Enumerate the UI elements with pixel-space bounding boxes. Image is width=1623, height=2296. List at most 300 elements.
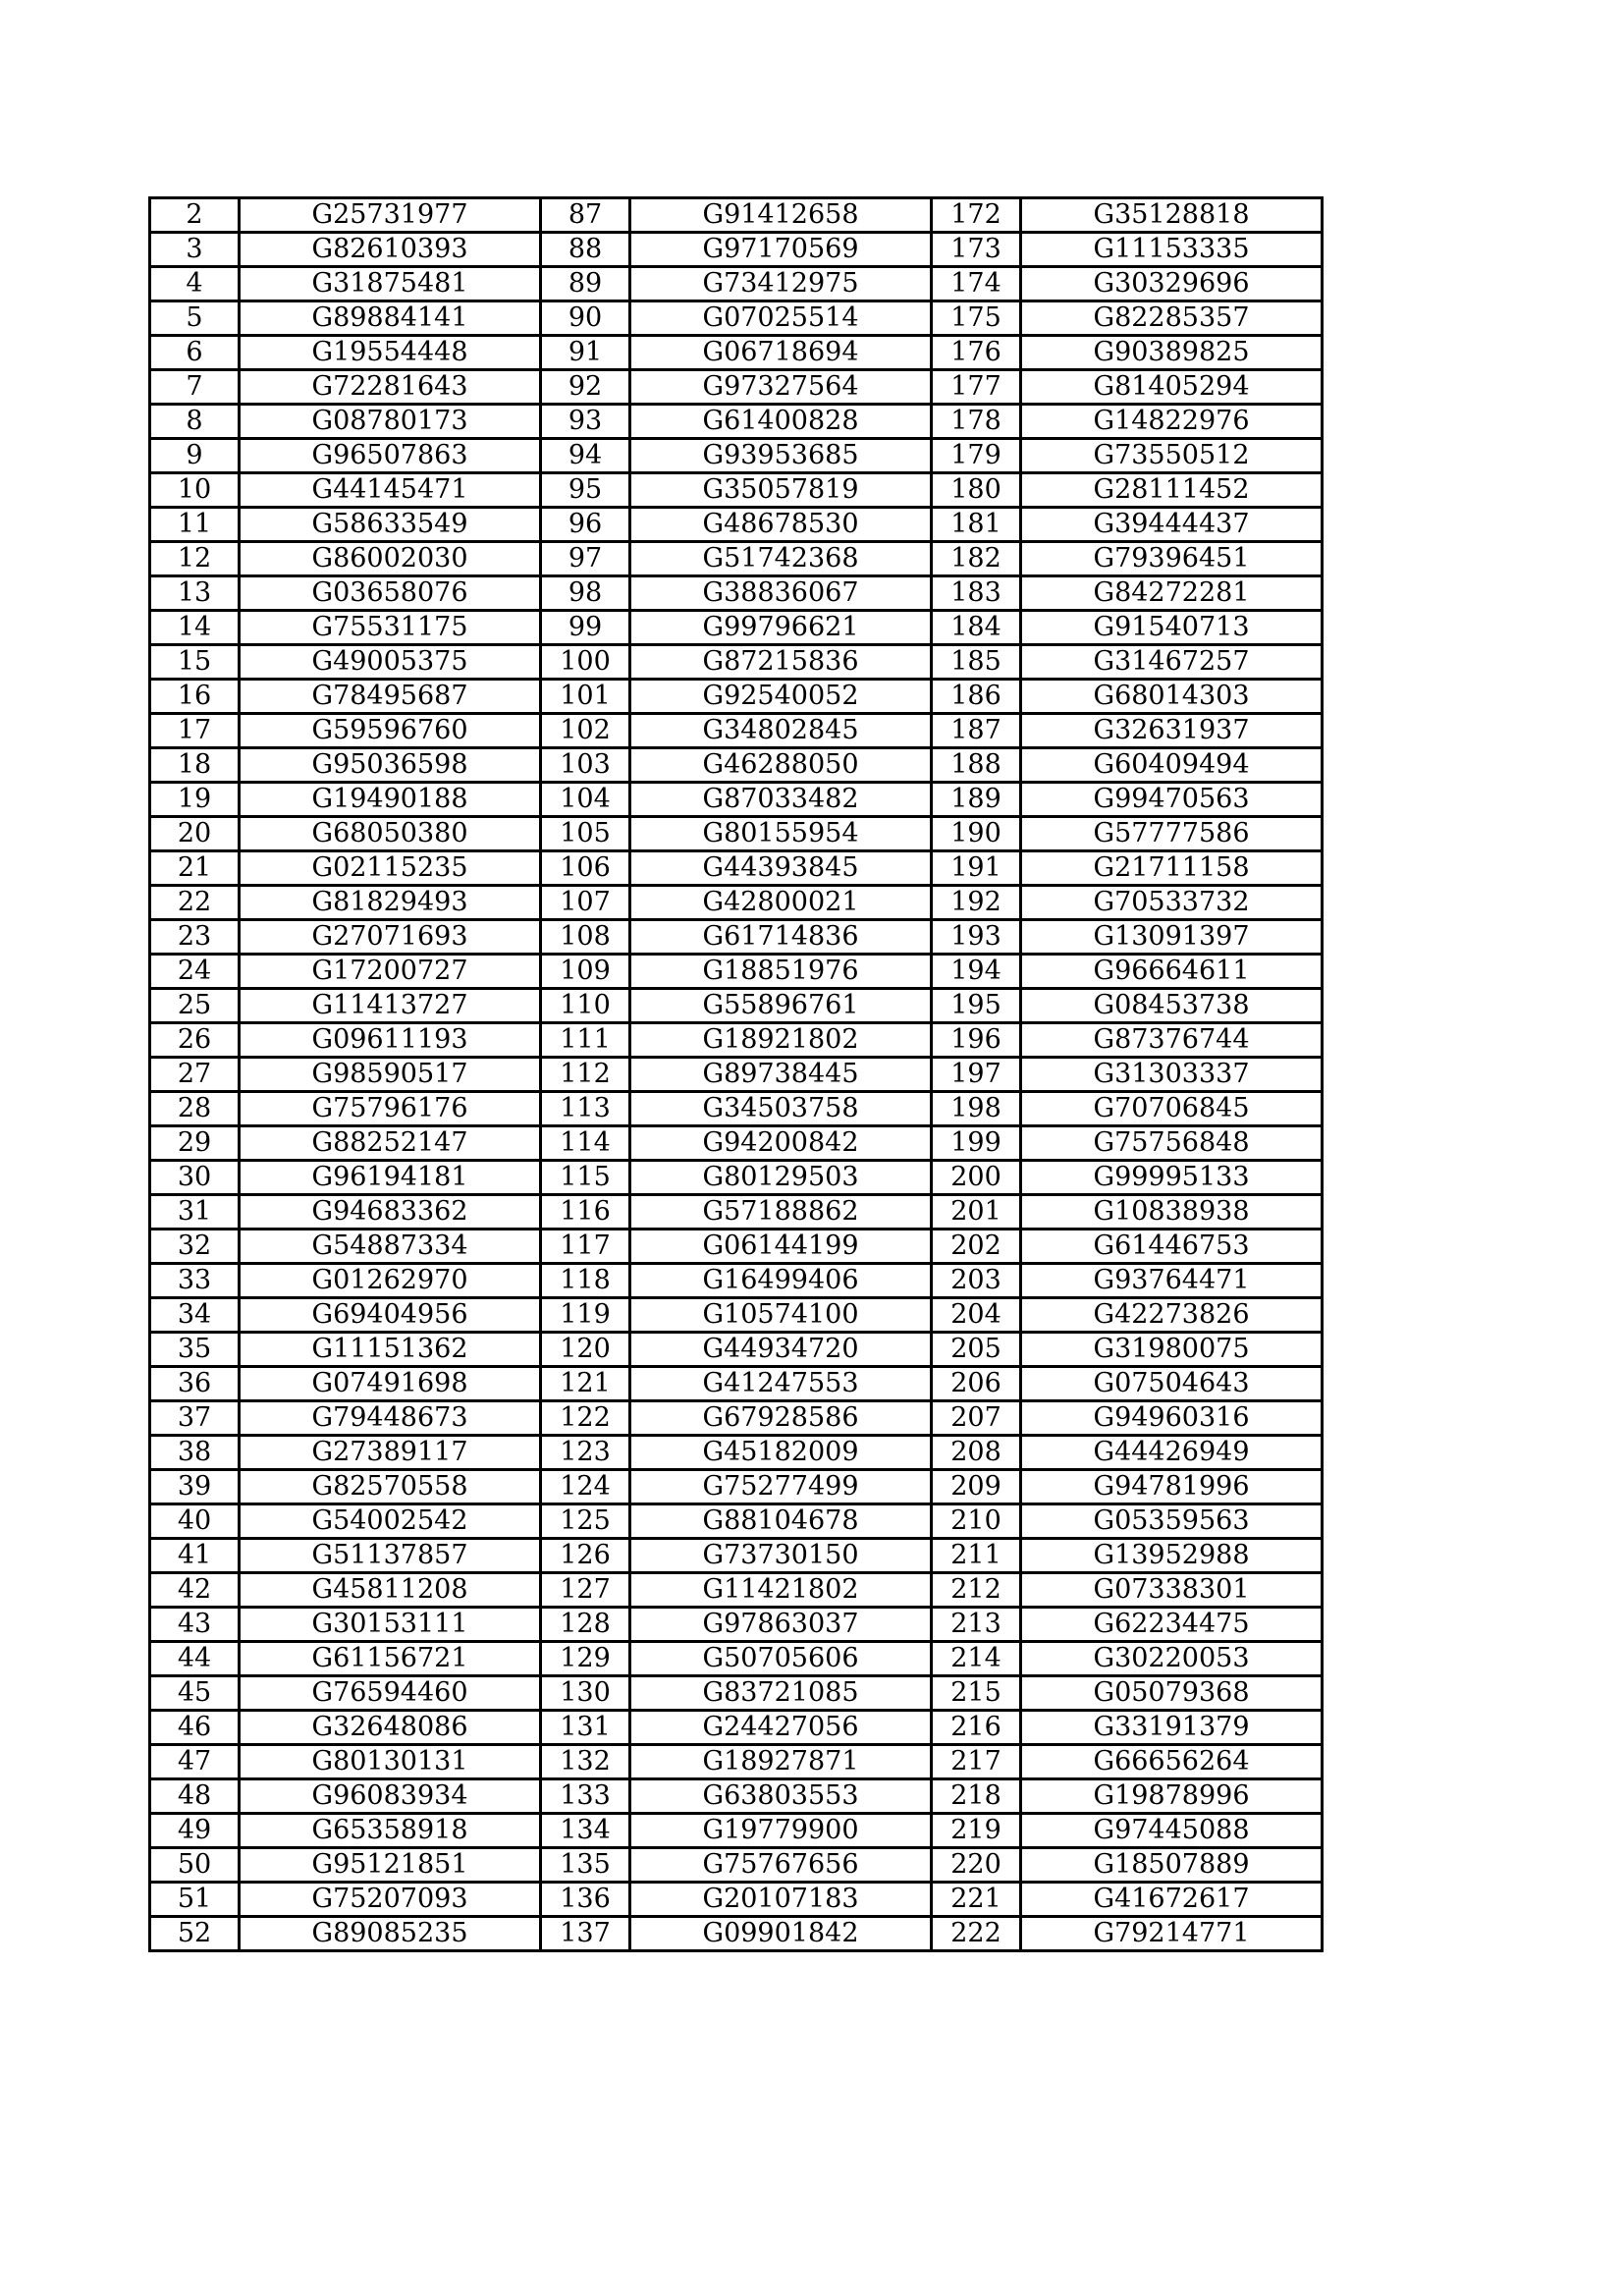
table-row: [150, 1642, 1323, 1676]
table-row: [150, 1608, 1323, 1642]
row-number-cell: 173: [932, 233, 1021, 267]
table-row: [150, 680, 1323, 714]
code-cell: G94200842: [630, 1126, 932, 1161]
code-cell: G54002542: [240, 1504, 541, 1539]
table-row: [150, 336, 1323, 370]
code-cell: G84272281: [1021, 576, 1323, 611]
code-cell: G95036598: [240, 748, 541, 783]
row-number-cell: 96: [541, 508, 630, 542]
row-number-cell: 213: [932, 1608, 1021, 1642]
code-cell: G79214771: [1021, 1917, 1323, 1951]
row-number-cell: 35: [150, 1333, 240, 1367]
code-cell: G91412658: [630, 198, 932, 233]
row-number-cell: 206: [932, 1367, 1021, 1401]
row-number-cell: 185: [932, 645, 1021, 680]
row-number-cell: 121: [541, 1367, 630, 1401]
table-row: [150, 1814, 1323, 1848]
row-number-cell: 45: [150, 1676, 240, 1711]
code-cell: G58633549: [240, 508, 541, 542]
row-number-cell: 2: [150, 198, 240, 233]
table-row: [150, 1711, 1323, 1745]
code-cell: G08453738: [1021, 989, 1323, 1023]
code-cell: G08780173: [240, 405, 541, 439]
code-cell: G70533732: [1021, 886, 1323, 920]
code-cell: G87215836: [630, 645, 932, 680]
row-number-cell: 176: [932, 336, 1021, 370]
code-cell: G31980075: [1021, 1333, 1323, 1367]
row-number-cell: 105: [541, 817, 630, 851]
row-number-cell: 102: [541, 714, 630, 748]
table-row: [150, 1161, 1323, 1195]
row-number-cell: 50: [150, 1848, 240, 1883]
table-row: [150, 1126, 1323, 1161]
code-cell: G18927871: [630, 1745, 932, 1779]
row-number-cell: 135: [541, 1848, 630, 1883]
table-row: [150, 1917, 1323, 1951]
row-number-cell: 193: [932, 920, 1021, 955]
code-cell: G54887334: [240, 1230, 541, 1264]
row-number-cell: 181: [932, 508, 1021, 542]
row-number-cell: 49: [150, 1814, 240, 1848]
code-cell: G44426949: [1021, 1436, 1323, 1470]
code-cell: G97445088: [1021, 1814, 1323, 1848]
row-number-cell: 104: [541, 783, 630, 817]
row-number-cell: 37: [150, 1401, 240, 1436]
code-cell: G06718694: [630, 336, 932, 370]
table-row: [150, 1436, 1323, 1470]
row-number-cell: 196: [932, 1023, 1021, 1058]
table-row: [150, 714, 1323, 748]
row-number-cell: 98: [541, 576, 630, 611]
row-number-cell: 192: [932, 886, 1021, 920]
row-number-cell: 42: [150, 1573, 240, 1608]
code-cell: G35057819: [630, 473, 932, 508]
row-number-cell: 177: [932, 370, 1021, 405]
code-cell: G75207093: [240, 1883, 541, 1917]
code-cell: G19490188: [240, 783, 541, 817]
code-cell: G09901842: [630, 1917, 932, 1951]
code-cell: G89738445: [630, 1058, 932, 1092]
code-cell: G80129503: [630, 1161, 932, 1195]
code-cell: G41672617: [1021, 1883, 1323, 1917]
code-cell: G46288050: [630, 748, 932, 783]
row-number-cell: 26: [150, 1023, 240, 1058]
row-number-cell: 115: [541, 1161, 630, 1195]
row-number-cell: 16: [150, 680, 240, 714]
row-number-cell: 106: [541, 851, 630, 886]
code-cell: G96083934: [240, 1779, 541, 1814]
row-number-cell: 211: [932, 1539, 1021, 1573]
row-number-cell: 137: [541, 1917, 630, 1951]
row-number-cell: 120: [541, 1333, 630, 1367]
code-cell: G27071693: [240, 920, 541, 955]
row-number-cell: 220: [932, 1848, 1021, 1883]
row-number-cell: 36: [150, 1367, 240, 1401]
table-row: [150, 1230, 1323, 1264]
row-number-cell: 116: [541, 1195, 630, 1230]
code-cell: G51137857: [240, 1539, 541, 1573]
code-cell: G19779900: [630, 1814, 932, 1848]
row-number-cell: 221: [932, 1883, 1021, 1917]
row-number-cell: 209: [932, 1470, 1021, 1504]
row-number-cell: 195: [932, 989, 1021, 1023]
table-row: [150, 1023, 1323, 1058]
table-row: [150, 748, 1323, 783]
code-cell: G61446753: [1021, 1230, 1323, 1264]
code-cell: G18851976: [630, 955, 932, 989]
code-cell: G07491698: [240, 1367, 541, 1401]
code-cell: G05359563: [1021, 1504, 1323, 1539]
code-cell: G75767656: [630, 1848, 932, 1883]
code-cell: G30329696: [1021, 267, 1323, 301]
code-cell: G24427056: [630, 1711, 932, 1745]
code-cell: G73730150: [630, 1539, 932, 1573]
code-cell: G94781996: [1021, 1470, 1323, 1504]
code-cell: G81405294: [1021, 370, 1323, 405]
table-row: [150, 198, 1323, 233]
table-row: [150, 1195, 1323, 1230]
code-cell: G82570558: [240, 1470, 541, 1504]
table-row: [150, 1676, 1323, 1711]
row-number-cell: 38: [150, 1436, 240, 1470]
table-row: [150, 576, 1323, 611]
code-cell: G89884141: [240, 301, 541, 336]
code-cell: G98590517: [240, 1058, 541, 1092]
code-cell: G27389117: [240, 1436, 541, 1470]
code-cell: G61156721: [240, 1642, 541, 1676]
code-cell: G31467257: [1021, 645, 1323, 680]
table-row: [150, 611, 1323, 645]
row-number-cell: 40: [150, 1504, 240, 1539]
row-number-cell: 172: [932, 198, 1021, 233]
code-cell: G07025514: [630, 301, 932, 336]
row-number-cell: 122: [541, 1401, 630, 1436]
row-number-cell: 41: [150, 1539, 240, 1573]
code-cell: G97863037: [630, 1608, 932, 1642]
row-number-cell: 191: [932, 851, 1021, 886]
code-cell: G51742368: [630, 542, 932, 576]
code-cell: G42800021: [630, 886, 932, 920]
row-number-cell: 48: [150, 1779, 240, 1814]
table-row: [150, 1333, 1323, 1367]
row-number-cell: 15: [150, 645, 240, 680]
row-number-cell: 91: [541, 336, 630, 370]
row-number-cell: 114: [541, 1126, 630, 1161]
code-cell: G75756848: [1021, 1126, 1323, 1161]
code-table: [148, 196, 1324, 1952]
table-row: [150, 955, 1323, 989]
row-number-cell: 179: [932, 439, 1021, 473]
row-number-cell: 9: [150, 439, 240, 473]
code-cell: G31303337: [1021, 1058, 1323, 1092]
code-cell: G18921802: [630, 1023, 932, 1058]
row-number-cell: 88: [541, 233, 630, 267]
code-cell: G44393845: [630, 851, 932, 886]
row-number-cell: 23: [150, 920, 240, 955]
row-number-cell: 109: [541, 955, 630, 989]
row-number-cell: 189: [932, 783, 1021, 817]
row-number-cell: 10: [150, 473, 240, 508]
code-cell: G02115235: [240, 851, 541, 886]
code-cell: G30153111: [240, 1608, 541, 1642]
table-row: [150, 405, 1323, 439]
row-number-cell: 90: [541, 301, 630, 336]
code-cell: G35128818: [1021, 198, 1323, 233]
table-row: [150, 920, 1323, 955]
table-row: [150, 1367, 1323, 1401]
row-number-cell: 20: [150, 817, 240, 851]
row-number-cell: 222: [932, 1917, 1021, 1951]
code-cell: G62234475: [1021, 1608, 1323, 1642]
code-cell: G75277499: [630, 1470, 932, 1504]
code-cell: G09611193: [240, 1023, 541, 1058]
code-cell: G68014303: [1021, 680, 1323, 714]
code-cell: G17200727: [240, 955, 541, 989]
code-cell: G39444437: [1021, 508, 1323, 542]
row-number-cell: 214: [932, 1642, 1021, 1676]
row-number-cell: 7: [150, 370, 240, 405]
table-row: [150, 439, 1323, 473]
table-row: [150, 233, 1323, 267]
row-number-cell: 204: [932, 1298, 1021, 1333]
table-row: [150, 1298, 1323, 1333]
code-cell: G65358918: [240, 1814, 541, 1848]
row-number-cell: 133: [541, 1779, 630, 1814]
row-number-cell: 205: [932, 1333, 1021, 1367]
code-cell: G11151362: [240, 1333, 541, 1367]
code-cell: G97170569: [630, 233, 932, 267]
table-row: [150, 370, 1323, 405]
row-number-cell: 12: [150, 542, 240, 576]
code-cell: G86002030: [240, 542, 541, 576]
table-row: [150, 1539, 1323, 1573]
code-cell: G60409494: [1021, 748, 1323, 783]
code-cell: G33191379: [1021, 1711, 1323, 1745]
row-number-cell: 130: [541, 1676, 630, 1711]
row-number-cell: 18: [150, 748, 240, 783]
row-number-cell: 190: [932, 817, 1021, 851]
row-number-cell: 125: [541, 1504, 630, 1539]
code-cell: G19554448: [240, 336, 541, 370]
table-row: [150, 508, 1323, 542]
code-cell: G96507863: [240, 439, 541, 473]
table-row: [150, 1092, 1323, 1126]
row-number-cell: 212: [932, 1573, 1021, 1608]
row-number-cell: 110: [541, 989, 630, 1023]
code-cell: G21711158: [1021, 851, 1323, 886]
code-cell: G55896761: [630, 989, 932, 1023]
row-number-cell: 183: [932, 576, 1021, 611]
table-row: [150, 1401, 1323, 1436]
row-number-cell: 202: [932, 1230, 1021, 1264]
row-number-cell: 46: [150, 1711, 240, 1745]
row-number-cell: 32: [150, 1230, 240, 1264]
row-number-cell: 14: [150, 611, 240, 645]
code-cell: G70706845: [1021, 1092, 1323, 1126]
code-cell: G44934720: [630, 1333, 932, 1367]
row-number-cell: 93: [541, 405, 630, 439]
code-cell: G95121851: [240, 1848, 541, 1883]
code-cell: G87376744: [1021, 1023, 1323, 1058]
code-cell: G34503758: [630, 1092, 932, 1126]
row-number-cell: 215: [932, 1676, 1021, 1711]
code-cell: G90389825: [1021, 336, 1323, 370]
row-number-cell: 187: [932, 714, 1021, 748]
row-number-cell: 89: [541, 267, 630, 301]
code-cell: G67928586: [630, 1401, 932, 1436]
code-cell: G07504643: [1021, 1367, 1323, 1401]
row-number-cell: 186: [932, 680, 1021, 714]
row-number-cell: 134: [541, 1814, 630, 1848]
code-cell: G48678530: [630, 508, 932, 542]
row-number-cell: 113: [541, 1092, 630, 1126]
table-row: [150, 1745, 1323, 1779]
code-table-body: [150, 198, 1323, 1951]
row-number-cell: 107: [541, 886, 630, 920]
table-row: [150, 817, 1323, 851]
code-cell: G11421802: [630, 1573, 932, 1608]
code-cell: G57777586: [1021, 817, 1323, 851]
code-cell: G07338301: [1021, 1573, 1323, 1608]
row-number-cell: 101: [541, 680, 630, 714]
row-number-cell: 51: [150, 1883, 240, 1917]
code-cell: G75531175: [240, 611, 541, 645]
code-cell: G89085235: [240, 1917, 541, 1951]
row-number-cell: 194: [932, 955, 1021, 989]
code-cell: G28111452: [1021, 473, 1323, 508]
code-cell: G94960316: [1021, 1401, 1323, 1436]
code-cell: G87033482: [630, 783, 932, 817]
row-number-cell: 218: [932, 1779, 1021, 1814]
code-cell: G81829493: [240, 886, 541, 920]
row-number-cell: 103: [541, 748, 630, 783]
table-row: [150, 1779, 1323, 1814]
row-number-cell: 199: [932, 1126, 1021, 1161]
row-number-cell: 31: [150, 1195, 240, 1230]
row-number-cell: 188: [932, 748, 1021, 783]
row-number-cell: 136: [541, 1883, 630, 1917]
row-number-cell: 219: [932, 1814, 1021, 1848]
code-cell: G88104678: [630, 1504, 932, 1539]
code-cell: G16499406: [630, 1264, 932, 1298]
code-cell: G41247553: [630, 1367, 932, 1401]
code-cell: G13952988: [1021, 1539, 1323, 1573]
row-number-cell: 123: [541, 1436, 630, 1470]
code-cell: G05079368: [1021, 1676, 1323, 1711]
table-row: [150, 1058, 1323, 1092]
row-number-cell: 210: [932, 1504, 1021, 1539]
code-cell: G93764471: [1021, 1264, 1323, 1298]
row-number-cell: 100: [541, 645, 630, 680]
row-number-cell: 29: [150, 1126, 240, 1161]
code-cell: G32631937: [1021, 714, 1323, 748]
row-number-cell: 124: [541, 1470, 630, 1504]
row-number-cell: 8: [150, 405, 240, 439]
code-cell: G10838938: [1021, 1195, 1323, 1230]
code-cell: G92540052: [630, 680, 932, 714]
code-cell: G78495687: [240, 680, 541, 714]
row-number-cell: 22: [150, 886, 240, 920]
table-row: [150, 1504, 1323, 1539]
row-number-cell: 24: [150, 955, 240, 989]
code-cell: G30220053: [1021, 1642, 1323, 1676]
code-cell: G96664611: [1021, 955, 1323, 989]
row-number-cell: 112: [541, 1058, 630, 1092]
row-number-cell: 127: [541, 1573, 630, 1608]
row-number-cell: 33: [150, 1264, 240, 1298]
row-number-cell: 184: [932, 611, 1021, 645]
code-cell: G44145471: [240, 473, 541, 508]
row-number-cell: 129: [541, 1642, 630, 1676]
row-number-cell: 208: [932, 1436, 1021, 1470]
row-number-cell: 119: [541, 1298, 630, 1333]
row-number-cell: 200: [932, 1161, 1021, 1195]
row-number-cell: 43: [150, 1608, 240, 1642]
code-cell: G20107183: [630, 1883, 932, 1917]
table-row: [150, 886, 1323, 920]
code-cell: G42273826: [1021, 1298, 1323, 1333]
row-number-cell: 174: [932, 267, 1021, 301]
row-number-cell: 197: [932, 1058, 1021, 1092]
code-cell: G82610393: [240, 233, 541, 267]
code-cell: G59596760: [240, 714, 541, 748]
code-cell: G96194181: [240, 1161, 541, 1195]
row-number-cell: 132: [541, 1745, 630, 1779]
row-number-cell: 131: [541, 1711, 630, 1745]
table-row: [150, 989, 1323, 1023]
code-cell: G57188862: [630, 1195, 932, 1230]
code-cell: G03658076: [240, 576, 541, 611]
row-number-cell: 44: [150, 1642, 240, 1676]
row-number-cell: 34: [150, 1298, 240, 1333]
code-cell: G91540713: [1021, 611, 1323, 645]
code-cell: G25731977: [240, 198, 541, 233]
code-cell: G73550512: [1021, 439, 1323, 473]
row-number-cell: 198: [932, 1092, 1021, 1126]
code-cell: G82285357: [1021, 301, 1323, 336]
code-cell: G75796176: [240, 1092, 541, 1126]
code-cell: G99995133: [1021, 1161, 1323, 1195]
table-row: [150, 473, 1323, 508]
code-cell: G97327564: [630, 370, 932, 405]
code-cell: G93953685: [630, 439, 932, 473]
row-number-cell: 25: [150, 989, 240, 1023]
row-number-cell: 126: [541, 1539, 630, 1573]
row-number-cell: 117: [541, 1230, 630, 1264]
table-row: [150, 1470, 1323, 1504]
row-number-cell: 13: [150, 576, 240, 611]
code-cell: G83721085: [630, 1676, 932, 1711]
code-cell: G14822976: [1021, 405, 1323, 439]
row-number-cell: 6: [150, 336, 240, 370]
table-row: [150, 267, 1323, 301]
row-number-cell: 99: [541, 611, 630, 645]
row-number-cell: 87: [541, 198, 630, 233]
table-row: [150, 851, 1323, 886]
row-number-cell: 28: [150, 1092, 240, 1126]
row-number-cell: 97: [541, 542, 630, 576]
table-row: [150, 301, 1323, 336]
row-number-cell: 30: [150, 1161, 240, 1195]
code-cell: G63803553: [630, 1779, 932, 1814]
table-row: [150, 645, 1323, 680]
code-cell: G99796621: [630, 611, 932, 645]
row-number-cell: 203: [932, 1264, 1021, 1298]
row-number-cell: 52: [150, 1917, 240, 1951]
code-cell: G72281643: [240, 370, 541, 405]
row-number-cell: 4: [150, 267, 240, 301]
code-cell: G50705606: [630, 1642, 932, 1676]
